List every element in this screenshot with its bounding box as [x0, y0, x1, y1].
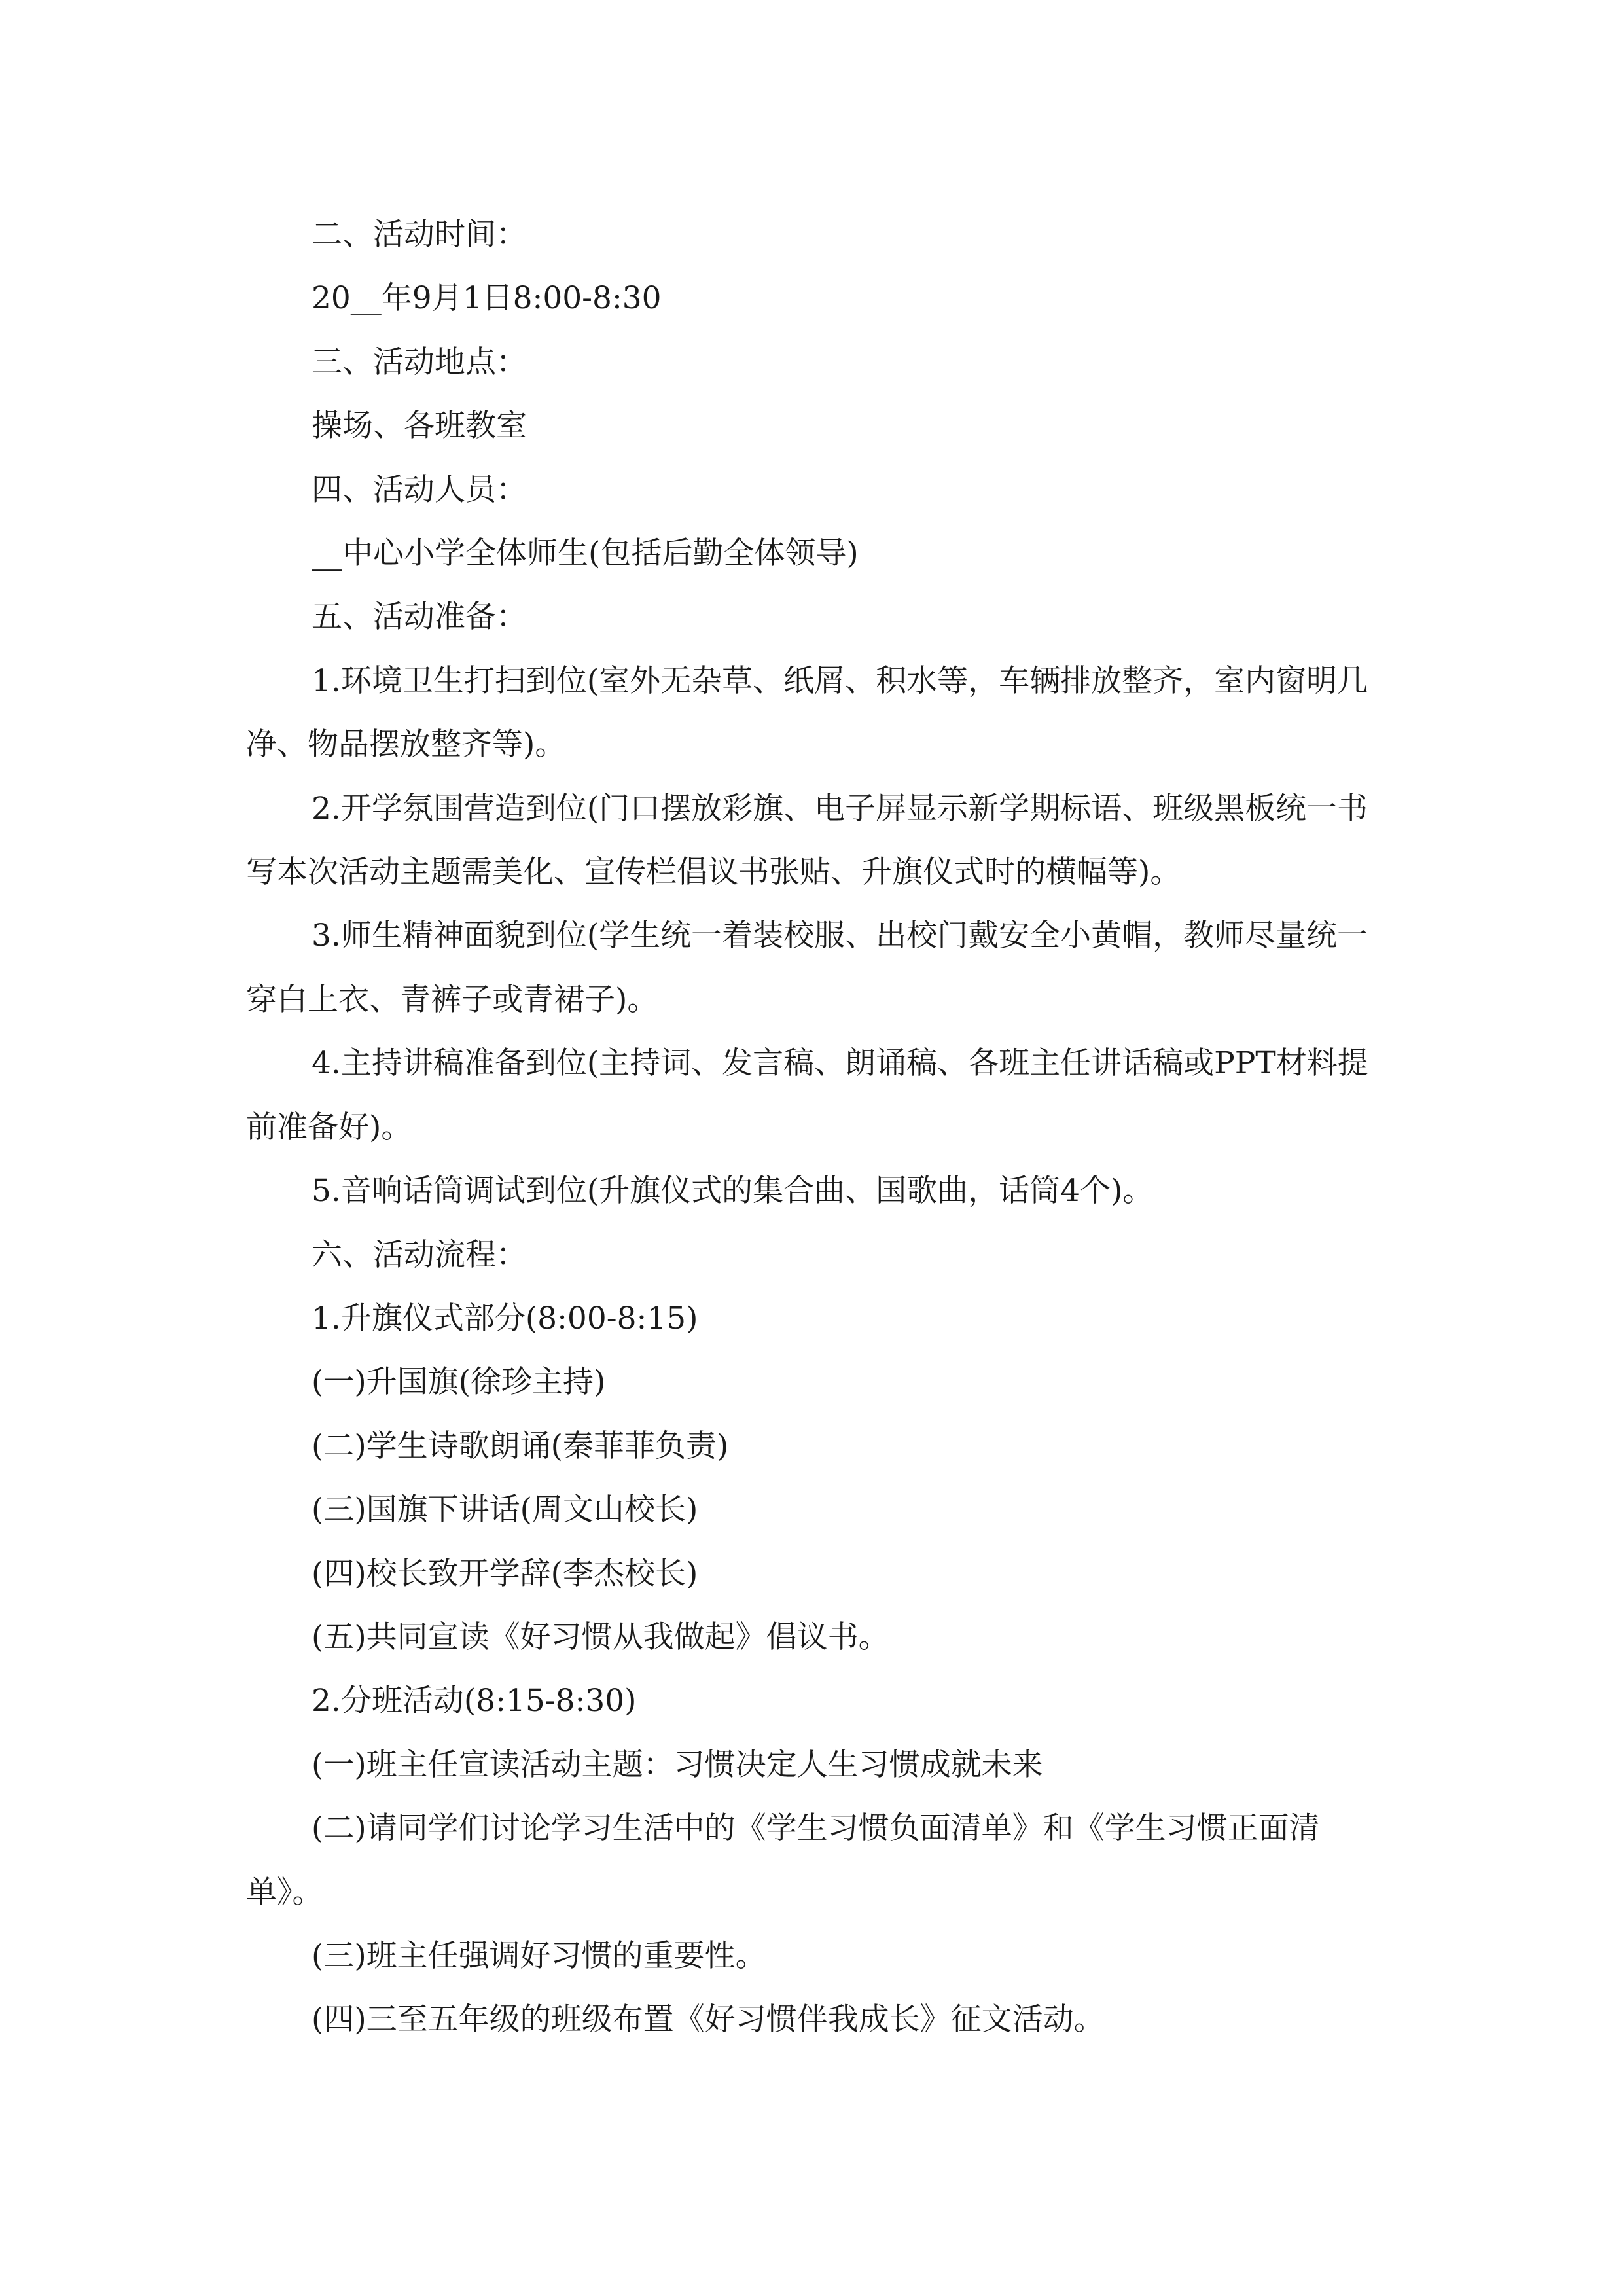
process-step: 1.升旗仪式部分(8:00-8:15) [312, 1300, 698, 1336]
preparation-item: 2.开学氛围营造到位(门口摆放彩旗、电子屏显示新学期标语、班级黑板统一书写本次活动主题需美化、宣传栏倡议书张贴、升旗仪式时的横幅等)。 [246, 790, 1368, 891]
process-substep: (五)共同宣读《好习惯从我做起》倡议书。 [312, 1619, 889, 1655]
process-substep: (三)班主任强调好习惯的重要性。 [312, 1937, 766, 1974]
preparation-item: 5.音响话筒调试到位(升旗仪式的集合曲、国歌曲，话筒4个)。 [312, 1173, 1154, 1210]
activity-participants: __中心小学全体师生(包括后勤全体领导) [312, 535, 859, 572]
preparation-item: 4.主持讲稿准备到位(主持词、发言稿、朗诵稿、各班主任讲话稿或PPT材料提前准备好)。 [246, 1045, 1368, 1145]
process-substep: (一)升国旗(徐珍主持) [312, 1364, 606, 1401]
activity-location: 操场、各班教室 [312, 408, 527, 444]
process-step: 2.分班活动(8:15-8:30) [312, 1683, 637, 1719]
process-substep: (四)三至五年级的班级布置《好习惯伴我成长》征文活动。 [312, 2001, 1105, 2038]
section-heading-location: 三、活动地点： [312, 344, 527, 380]
preparation-item: 1.环境卫生打扫到位(室外无杂草、纸屑、积水等，车辆排放整齐，室内窗明几净、物品摆放整齐等)。 [246, 662, 1368, 763]
section-heading-time: 二、活动时间： [312, 217, 527, 253]
section-heading-preparation: 五、活动准备： [312, 599, 527, 636]
process-substep: (二)请同学们讨论学习生活中的《学生习惯负面清单》和《学生习惯正面清单》。 [246, 1810, 1320, 1910]
preparation-item: 3.师生精神面貌到位(学生统一着装校服、出校门戴安全小黄帽，教师尽量统一穿白上衣、青裤子或青裙子)。 [246, 918, 1368, 1018]
process-substep: (四)校长致开学辞(李杰校长) [312, 1555, 698, 1592]
process-substep: (二)学生诗歌朗诵(秦菲菲负责) [312, 1427, 729, 1464]
activity-date: 20__年9月1日8:00-8:30 [312, 280, 662, 317]
document-body [246, 203, 1382, 2052]
section-heading-participants: 四、活动人员： [312, 471, 527, 508]
process-substep: (三)国旗下讲话(周文山校长) [312, 1492, 698, 1528]
process-substep: (一)班主任宣读活动主题：习惯决定人生习惯成就未来 [312, 1746, 1043, 1783]
section-heading-process: 六、活动流程： [312, 1236, 527, 1273]
